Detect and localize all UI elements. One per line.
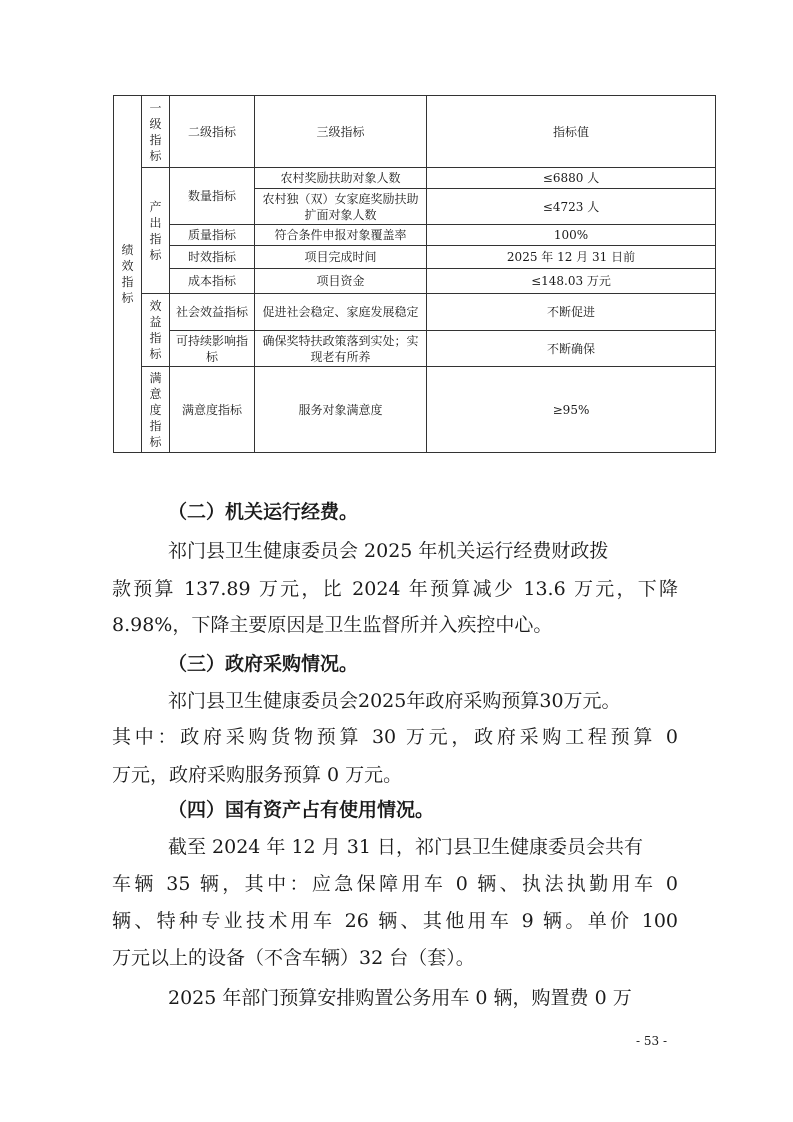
table-cell: 农村奖励扶助对象人数: [255, 168, 427, 189]
body-line: 万元以上的设备（不含车辆）32 台（套）。: [112, 947, 475, 969]
header-c2: 二级指标: [170, 96, 255, 168]
table-cell: 可持续影响指标: [170, 331, 255, 367]
table-cell: 不断确保: [427, 331, 716, 367]
group-output: 产 出 指 标: [142, 168, 170, 294]
table-cell: 数量指标: [170, 168, 255, 225]
group-benefit: 效 益 指 标: [142, 294, 170, 367]
body-line: 截至 2024 年 12 月 31 日，祁门县卫生健康委员会共有: [168, 836, 643, 858]
table-cell: 质量指标: [170, 225, 255, 246]
group-satisfaction: 满 意 度 指 标: [142, 367, 170, 453]
header-c1: 一 级 指 标: [142, 96, 170, 168]
body-line: 万元，政府采购服务预算 0 万元。: [112, 764, 403, 786]
table-cell: 不断促进: [427, 294, 716, 331]
table-cell: 项目完成时间: [255, 246, 427, 269]
table-cell: 服务对象满意度: [255, 367, 427, 453]
table-cell: 100%: [427, 225, 716, 246]
section-heading-assets: （四）国有资产占有使用情况。: [168, 799, 435, 821]
table-cell: ≤148.03 万元: [427, 269, 716, 294]
body-line: 8.98%，下降主要原因是卫生监督所并入疾控中心。: [112, 614, 553, 636]
header-c3: 三级指标: [255, 96, 427, 168]
table-cell: ≤6880 人: [427, 168, 716, 189]
top-label-cell: [114, 96, 142, 453]
section-heading-procurement: （三）政府采购情况。: [168, 653, 359, 675]
table-cell: 促进社会稳定、家庭发展稳定: [255, 294, 427, 331]
body-line: 辆、特种专业技术用车 26 辆、其他用车 9 辆。单价 100: [112, 910, 678, 932]
performance-indicator-table: [113, 95, 716, 453]
table-cell: 项目资金: [255, 269, 427, 294]
table-cell: 2025 年 12 月 31 日前: [427, 246, 716, 269]
top-label: 绩 效 指 标: [121, 243, 134, 305]
body-line: 其中：政府采购货物预算 30 万元，政府采购工程预算 0: [112, 726, 678, 748]
table-cell: 时效指标: [170, 246, 255, 269]
table-cell: 满意度指标: [170, 367, 255, 453]
table-cell: 社会效益指标: [170, 294, 255, 331]
page-number: - 53 -: [636, 1034, 668, 1048]
table-cell: ≤4723 人: [427, 189, 716, 225]
body-line: 祁门县卫生健康委员会2025年政府采购预算30万元。: [168, 690, 621, 712]
section-heading-operating-expenses: （二）机关运行经费。: [168, 501, 359, 523]
table-cell: ≥95%: [427, 367, 716, 453]
body-line: 祁门县卫生健康委员会 2025 年机关运行经费财政拨: [168, 540, 609, 562]
body-line: 2025 年部门预算安排购置公务用车 0 辆，购置费 0 万: [168, 987, 632, 1009]
table-cell: 成本指标: [170, 269, 255, 294]
body-line: 车辆 35 辆，其中：应急保障用车 0 辆、执法执勤用车 0: [112, 873, 678, 895]
body-line: 款预算 137.89 万元，比 2024 年预算减少 13.6 万元，下降: [112, 578, 678, 600]
table-cell: 确保奖特扶政策落到实处；实现老有所养: [255, 331, 427, 367]
table-cell: 符合条件申报对象覆盖率: [255, 225, 427, 246]
table-cell: 农村独（双）女家庭奖励扶助扩面对象人数: [255, 189, 427, 225]
header-c4: 指标值: [427, 96, 716, 168]
